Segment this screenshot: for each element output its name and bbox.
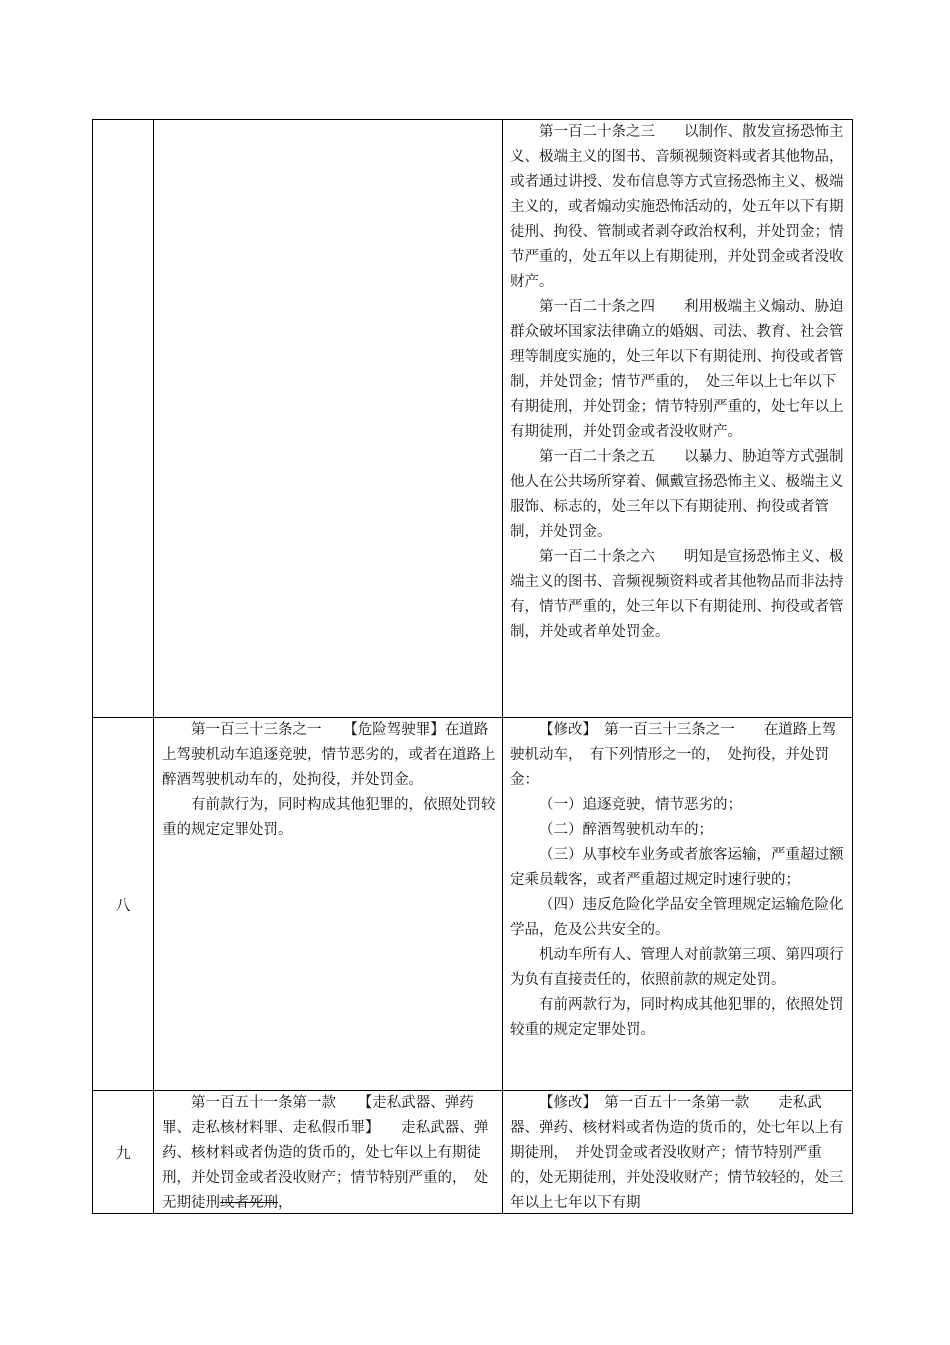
comparison-table <box>92 119 853 1214</box>
column-divider <box>502 120 503 1213</box>
list-item: （三）从事校车业务或者旅客运输，严重超过额定乘员载客，或者严重超过规定时速行驶的； <box>510 847 844 888</box>
article-paragraph: 机动车所有人、管理人对前款第三项、第四项行为负有直接责任的，依照前款的规定处罚。 <box>510 947 844 988</box>
article-text: 第一百五十一条第一款 【走私武器、弹药罪、走私核材料罪、走私假币罪】 走私武器、弹药、核材料或者伪造的货币的，处七年以上有期徒刑，并处罚金或者没收财产；情节特别严重的， 处无期徒刑 <box>162 1095 489 1211</box>
article-paragraph <box>162 1091 500 1213</box>
original-text-cell <box>159 1091 504 1213</box>
article-paragraph: 第一百二十条之四 利用极端主义煽动、胁迫群众破坏国家法律确立的婚姻、司法、教育、社会管理等制度实施的，处三年以下有期徒刑、拘役或者管制，并处罚金；情节严重的， 处三年以上七年以下有期徒刑，并处罚金；情节特别严重的，处七年以上有期徒刑，并处罚金或者没收财产。 <box>510 299 844 440</box>
article-paragraph: 有前两款行为，同时构成其他犯罪的，依照处罚较重的规定定罪处罚。 <box>510 997 844 1038</box>
list-item: （一）追逐竞驶，情节恶劣的； <box>539 797 742 813</box>
article-paragraph: 有前款行为，同时构成其他犯罪的，依照处罚较重的规定定罪处罚。 <box>162 797 496 838</box>
column-divider <box>153 120 154 1213</box>
article-paragraph: 第一百二十条之六 明知是宣扬恐怖主义、极端主义的图书、音频视频资料或者其他物品而非法持有，情节严重的，处三年以下有期徒刑、拘役或者管制，并处或者单处罚金。 <box>510 549 844 640</box>
punctuation: ， <box>278 1195 293 1211</box>
row-number: 九 <box>115 1144 131 1162</box>
list-item: （四）违反危险化学品安全管理规定运输危险化学品，危及公共安全的。 <box>510 897 844 938</box>
amended-text-cell <box>508 718 848 1043</box>
amended-text-cell <box>508 1091 848 1213</box>
original-text-cell <box>159 718 504 843</box>
article-paragraph: 第一百三十三条之一 【危险驾驶罪】在道路上驾驶机动车追逐竞驶，情节恶劣的，或者在道路上醉酒驾驶机动车的，处拘役，并处罚金。 <box>162 722 496 788</box>
article-paragraph: 第一百二十条之三 以制作、散发宣扬恐怖主义、极端主义的图书、音频视频资料或者其他物品，或者通过讲授、发布信息等方式宣扬恐怖主义、极端主义的，或者煽动实施恐怖活动的，处五年以下有期徒刑、拘役、管制或者剥夺政治权利，并处罚金；情节严重的，处五年以上有期徒刑，并处罚金或者没收财产。 <box>510 124 844 290</box>
amended-text-cell <box>508 120 848 645</box>
deleted-text: 或者死刑 <box>220 1195 278 1211</box>
list-item: （二）醉酒驾驶机动车的； <box>539 822 713 838</box>
row-number: 八 <box>115 896 131 914</box>
article-paragraph: 【修改】 第一百三十三条之一 在道路上驾驶机动车， 有下列情形之一的， 处拘役，并处罚金： <box>510 722 837 788</box>
article-paragraph: 【修改】 第一百五十一条第一款 走私武器、弹药、核材料或者伪造的货币的，处七年以上有期徒刑， 并处罚金或者没收财产；情节特别严重的，处无期徒刑，并处没收财产；情节较轻的，处三年以上七年以下有期 <box>510 1095 844 1211</box>
article-paragraph: 第一百二十条之五 以暴力、胁迫等方式强制他人在公共场所穿着、佩戴宣扬恐怖主义、极端主义服饰、标志的，处三年以下有期徒刑、拘役或者管制，并处罚金。 <box>510 449 844 540</box>
